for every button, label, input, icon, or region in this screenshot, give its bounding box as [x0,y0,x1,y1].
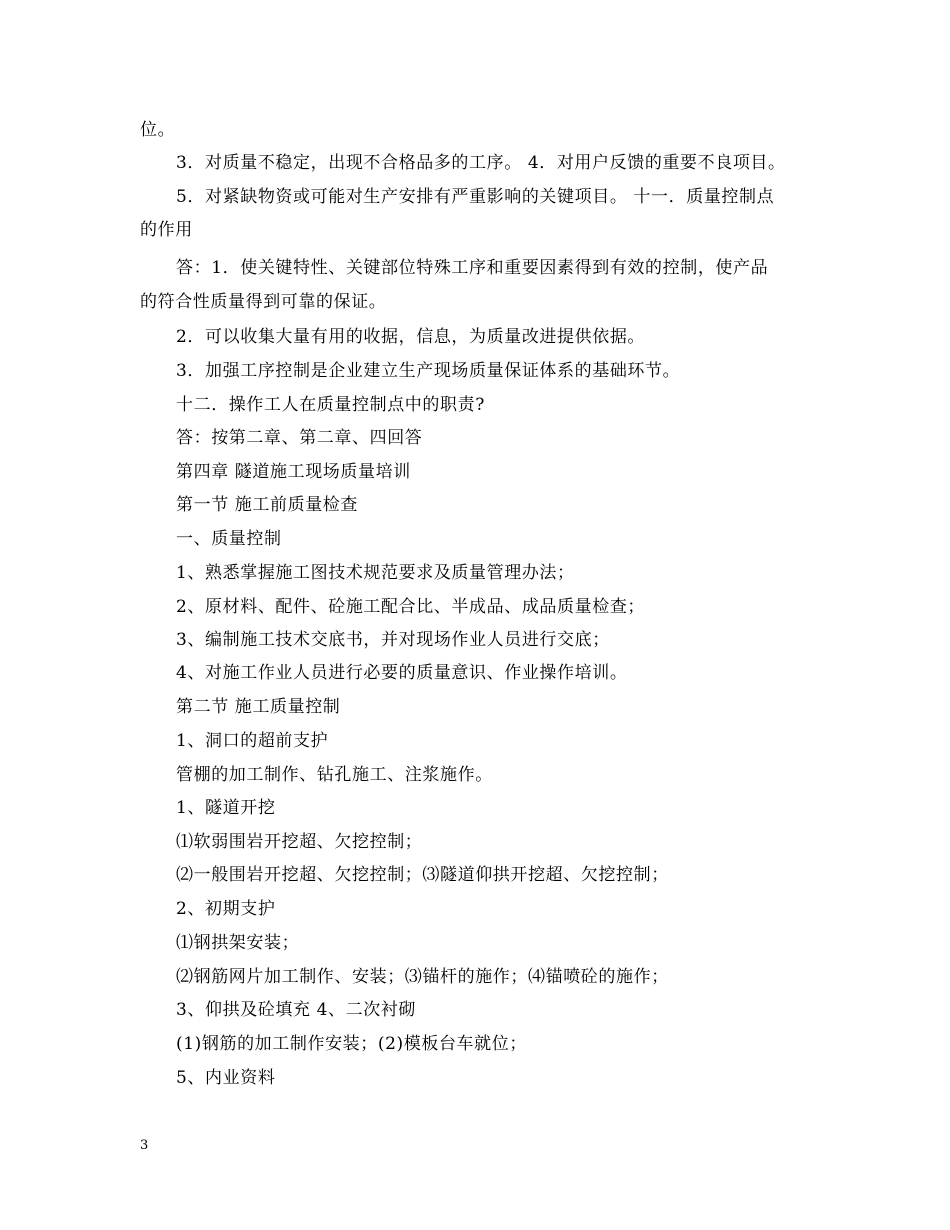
text-line: 的作用 [140,220,193,240]
text-line: 3．加强工序控制是企业建立生产现场质量保证体系的基础环节。 [176,361,681,381]
text-line: 管棚的加工制作、钻孔施工、注浆施作。 [176,765,493,785]
text-line: 位。 [140,120,176,140]
page-number: 3 [140,1138,149,1153]
section-heading: 第二节 施工质量控制 [176,697,341,717]
text-line: 3．对质量不稳定，出现不合格品多的工序。 4．对用户反馈的重要不良项目。 [176,153,786,173]
text-line: 答：1．使关键特性、关键部位特殊工序和重要因素得到有效的控制，使产品 [176,258,769,278]
text-line: 2．可以收集大量有用的收据，信息，为质量改进提供依据。 [176,327,646,347]
text-line: 1、洞口的超前支护 [176,731,329,751]
text-line: ⑴钢拱架安装； [176,933,300,953]
text-line: 1、隧道开挖 [176,798,276,818]
text-line: 3、编制施工技术交底书，并对现场作业人员进行交底； [176,630,610,650]
section-heading: 第一节 施工前质量检查 [176,495,359,515]
text-line: ⑵一般围岩开挖超、欠挖控制；⑶隧道仰拱开挖超、欠挖控制； [176,865,669,885]
text-line: 答：按第二章、第二章、四回答 [176,428,423,448]
text-line: ⑵钢筋网片加工制作、安装；⑶锚杆的施作；⑷锚喷砼的施作； [176,967,669,987]
text-line: 十二．操作工人在质量控制点中的职责? [176,395,485,415]
text-line: 4、对施工作业人员进行必要的质量意识、作业操作培训。 [176,663,628,683]
text-line: 2、初期支护 [176,899,276,919]
text-line: 2、原材料、配件、砼施工配合比、半成品、成品质量检查； [176,597,646,617]
text-line: 5、内业资料 [176,1068,276,1088]
chapter-heading: 第四章 隧道施工现场质量培训 [176,462,411,482]
text-line: ⑴软弱围岩开挖超、欠挖控制； [176,832,423,852]
text-line: 1、熟悉掌握施工图技术规范要求及质量管理办法； [176,563,575,583]
text-line: 3、仰拱及砼填充 4、二次衬砌 [176,1000,417,1020]
text-line: (1)钢筋的加工制作安装；(2)模板台车就位； [176,1034,527,1054]
text-line: 的符合性质量得到可靠的保证。 [140,292,387,312]
text-line: 一、质量控制 [176,529,282,549]
text-line: 5．对紧缺物资或可能对生产安排有严重影响的关键项目。 十一．质量控制点 [176,187,775,207]
